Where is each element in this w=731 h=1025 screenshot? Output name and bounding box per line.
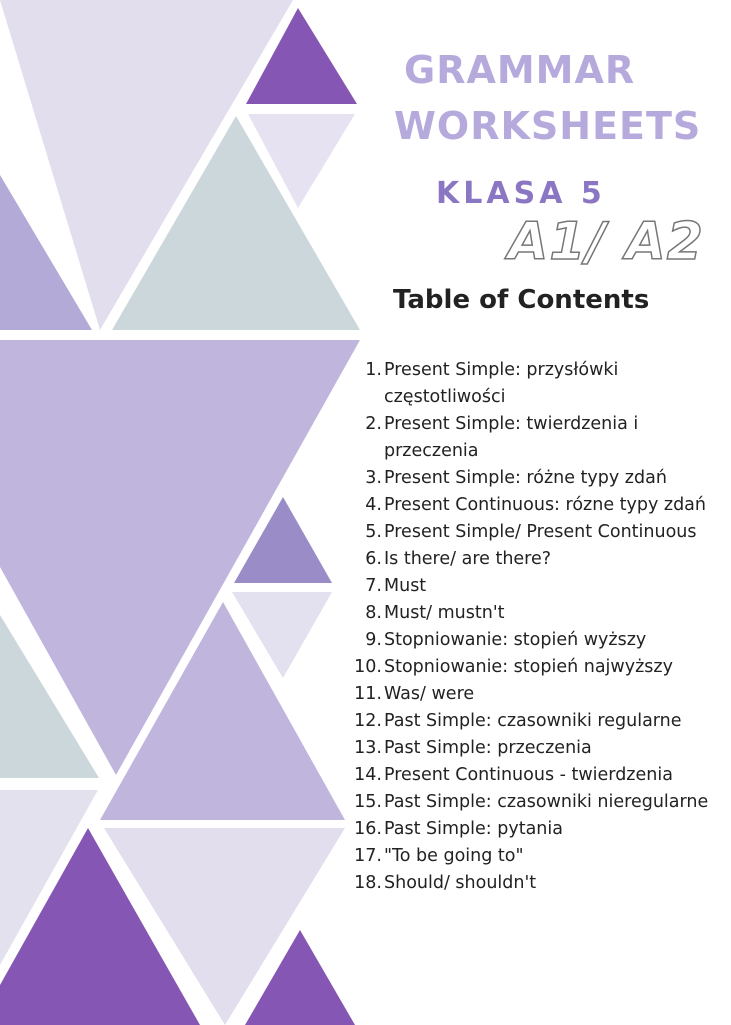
toc-item-number: 8. bbox=[365, 603, 382, 623]
toc-item-number: 16. bbox=[354, 819, 382, 839]
toc-item-text: Must bbox=[384, 576, 427, 596]
toc-item bbox=[352, 654, 722, 681]
toc-item bbox=[352, 411, 722, 465]
title-grammar: GRAMMAR bbox=[404, 48, 636, 92]
toc-item-text: Present Continuous: rózne typy zdań bbox=[384, 495, 706, 515]
toc-item-text: Stopniowanie: stopień wyższy bbox=[384, 630, 647, 650]
title-worksheets: WORKSHEETS bbox=[394, 104, 702, 148]
toc-item-text: Present Simple: różne typy zdań bbox=[384, 468, 667, 488]
toc-item bbox=[352, 816, 722, 843]
toc-item bbox=[352, 735, 722, 762]
toc-item bbox=[352, 789, 722, 816]
toc-item-number: 2. bbox=[365, 414, 382, 434]
toc-item bbox=[352, 627, 722, 654]
level-label: A1/ A2 bbox=[508, 212, 704, 272]
toc-item bbox=[352, 708, 722, 735]
toc-item-number: 4. bbox=[365, 495, 382, 515]
table-of-contents-list bbox=[352, 357, 722, 897]
toc-item bbox=[352, 870, 722, 897]
toc-item-number: 9. bbox=[365, 630, 382, 650]
toc-item-number: 15. bbox=[354, 792, 382, 812]
toc-item-text: Present Simple: przysłówki częstotliwości bbox=[384, 360, 619, 407]
toc-item bbox=[352, 573, 722, 600]
toc-item-number: 6. bbox=[365, 549, 382, 569]
toc-item bbox=[352, 465, 722, 492]
toc-item-number: 10. bbox=[354, 657, 382, 677]
toc-item-text: Must/ mustn't bbox=[384, 603, 505, 623]
toc-item bbox=[352, 492, 722, 519]
toc-item bbox=[352, 600, 722, 627]
toc-item bbox=[352, 843, 722, 870]
toc-item-text: Was/ were bbox=[384, 684, 475, 704]
toc-item-text: Past Simple: przeczenia bbox=[384, 738, 592, 758]
toc-item-text: "To be going to" bbox=[384, 846, 524, 866]
toc-item-text: Past Simple: czasowniki regularne bbox=[384, 711, 682, 731]
toc-item-number: 17. bbox=[354, 846, 382, 866]
toc-item-number: 5. bbox=[365, 522, 382, 542]
toc-item-text: Should/ shouldn't bbox=[384, 873, 537, 893]
toc-item-text: Past Simple: czasowniki nieregularne bbox=[384, 792, 709, 812]
toc-item-number: 11. bbox=[354, 684, 382, 704]
class-label: KLASA 5 bbox=[436, 176, 606, 211]
toc-item-number: 7. bbox=[365, 576, 382, 596]
toc-item-text: Present Simple/ Present Continuous bbox=[384, 522, 697, 542]
toc-item-number: 18. bbox=[354, 873, 382, 893]
toc-item-text: Present Simple: twierdzenia i przeczenia bbox=[384, 414, 639, 461]
toc-item-text: Present Continuous - twierdzenia bbox=[384, 765, 673, 785]
table-of-contents-heading: Table of Contents bbox=[393, 285, 650, 315]
toc-item-text: Past Simple: pytania bbox=[384, 819, 563, 839]
toc-item bbox=[352, 519, 722, 546]
toc-item bbox=[352, 357, 722, 411]
toc-item-text: Is there/ are there? bbox=[384, 549, 552, 569]
toc-item-number: 14. bbox=[354, 765, 382, 785]
toc-item-text: Stopniowanie: stopień najwyższy bbox=[384, 657, 673, 677]
toc-item-number: 12. bbox=[354, 711, 382, 731]
toc-item bbox=[352, 546, 722, 573]
toc-item-number: 1. bbox=[365, 360, 382, 380]
toc-item-number: 3. bbox=[365, 468, 382, 488]
toc-item bbox=[352, 762, 722, 789]
toc-item bbox=[352, 681, 722, 708]
toc-item-number: 13. bbox=[354, 738, 382, 758]
